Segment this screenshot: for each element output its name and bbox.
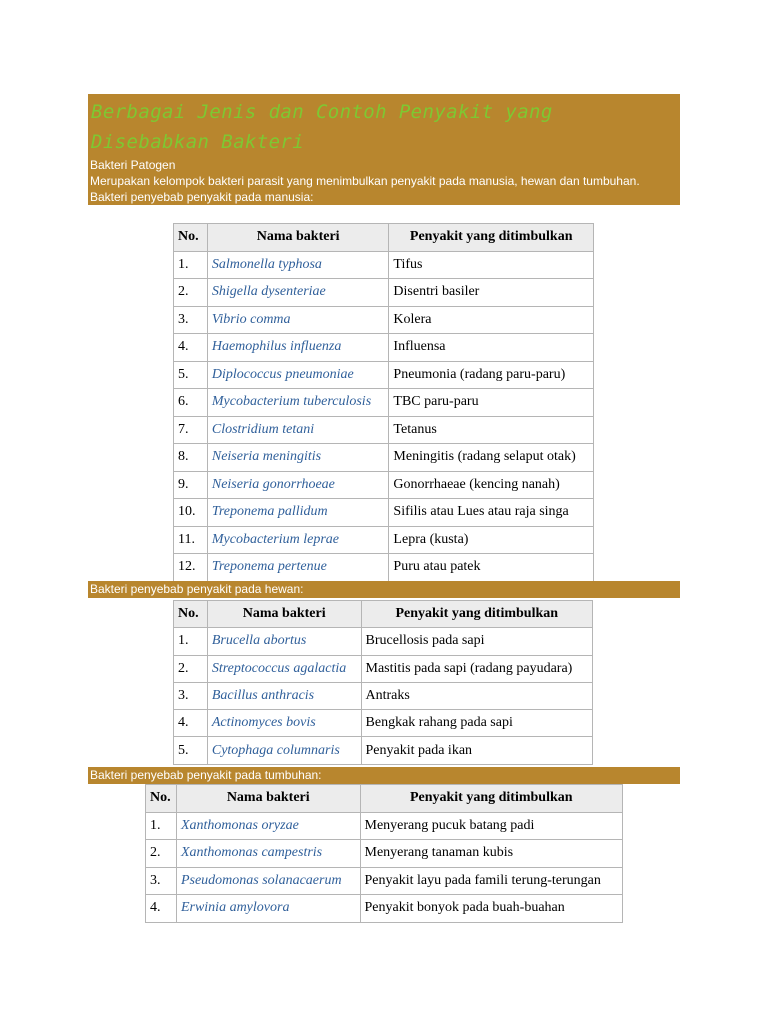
disease-name: Menyerang pucuk batang padi xyxy=(360,812,622,840)
disease-name: Puru atau patek xyxy=(389,554,594,582)
disease-name: Influensa xyxy=(389,334,594,362)
col-header-name: Nama bakteri xyxy=(207,224,389,252)
table-row xyxy=(146,895,623,923)
table-row xyxy=(174,737,593,764)
row-number: 1. xyxy=(174,628,208,655)
disease-name: Penyakit pada ikan xyxy=(361,737,592,764)
table-row xyxy=(174,444,594,472)
table-row xyxy=(174,710,593,737)
table-row xyxy=(174,526,594,554)
table-row xyxy=(174,334,594,362)
bacteria-name: Treponema pallidum xyxy=(207,499,389,527)
row-number: 4. xyxy=(174,334,208,362)
description: Merupakan kelompok bakteri parasit yang menimbulkan penyakit pada manusia, hewan dan tumbuhan. xyxy=(90,174,640,188)
table-row xyxy=(146,867,623,895)
table-row xyxy=(146,840,623,868)
disease-name: Tifus xyxy=(389,251,594,279)
bacteria-name: Salmonella typhosa xyxy=(207,251,389,279)
table-row xyxy=(174,554,594,582)
disease-name: Mastitis pada sapi (radang payudara) xyxy=(361,655,592,682)
disease-name: Bengkak rahang pada sapi xyxy=(361,710,592,737)
row-number: 12. xyxy=(174,554,208,582)
row-number: 5. xyxy=(174,737,208,764)
disease-name: Tetanus xyxy=(389,416,594,444)
table-manusia xyxy=(173,223,594,582)
bacteria-name: Diplococcus pneumoniae xyxy=(207,361,389,389)
row-number: 1. xyxy=(174,251,208,279)
table-header-row xyxy=(174,224,594,252)
disease-name: Penyakit bonyok pada buah-buahan xyxy=(360,895,622,923)
col-header-disease: Penyakit yang ditimbulkan xyxy=(360,785,622,813)
page-title: Berbagai Jenis dan Contoh Penyakit yang Disebabkan Bakteri xyxy=(91,101,553,153)
col-header-name: Nama bakteri xyxy=(176,785,360,813)
header-banner xyxy=(88,94,680,205)
row-number: 5. xyxy=(174,361,208,389)
disease-name: Lepra (kusta) xyxy=(389,526,594,554)
row-number: 4. xyxy=(174,710,208,737)
row-number: 3. xyxy=(146,867,177,895)
bacteria-name: Erwinia amylovora xyxy=(176,895,360,923)
disease-name: Penyakit layu pada famili terung-terungan xyxy=(360,867,622,895)
col-header-no: No. xyxy=(174,224,208,252)
bacteria-name: Treponema pertenue xyxy=(207,554,389,582)
row-number: 6. xyxy=(174,389,208,417)
section-bar-tumbuhan: Bakteri penyebab penyakit pada tumbuhan: xyxy=(88,767,680,784)
row-number: 3. xyxy=(174,682,208,709)
row-number: 2. xyxy=(174,279,208,307)
row-number: 11. xyxy=(174,526,208,554)
table-row xyxy=(146,812,623,840)
section-bar-hewan: Bakteri penyebab penyakit pada hewan: xyxy=(88,581,680,598)
table-row xyxy=(174,279,594,307)
table-row xyxy=(174,389,594,417)
disease-name: Meningitis (radang selaput otak) xyxy=(389,444,594,472)
bacteria-name: Xanthomonas oryzae xyxy=(176,812,360,840)
disease-name: Antraks xyxy=(361,682,592,709)
subtitle: Bakteri Patogen xyxy=(90,158,176,172)
bacteria-name: Mycobacterium leprae xyxy=(207,526,389,554)
bacteria-name: Xanthomonas campestris xyxy=(176,840,360,868)
table-row xyxy=(174,416,594,444)
row-number: 4. xyxy=(146,895,177,923)
bacteria-name: Neiseria gonorrhoeae xyxy=(207,471,389,499)
bacteria-name: Clostridium tetani xyxy=(207,416,389,444)
bacteria-name: Pseudomonas solanacaerum xyxy=(176,867,360,895)
bacteria-name: Shigella dysenteriae xyxy=(207,279,389,307)
table-row xyxy=(174,251,594,279)
disease-name: Disentri basiler xyxy=(389,279,594,307)
disease-name: Pneumonia (radang paru-paru) xyxy=(389,361,594,389)
row-number: 1. xyxy=(146,812,177,840)
table-row xyxy=(174,306,594,334)
table-row xyxy=(174,471,594,499)
row-number: 3. xyxy=(174,306,208,334)
table-header-row xyxy=(174,601,593,628)
bacteria-name: Brucella abortus xyxy=(207,628,361,655)
bacteria-name: Bacillus anthracis xyxy=(207,682,361,709)
col-header-no: No. xyxy=(174,601,208,628)
disease-name: Brucellosis pada sapi xyxy=(361,628,592,655)
bacteria-name: Streptococcus agalactia xyxy=(207,655,361,682)
row-number: 2. xyxy=(146,840,177,868)
table-row xyxy=(174,655,593,682)
col-header-disease: Penyakit yang ditimbulkan xyxy=(361,601,592,628)
disease-name: Kolera xyxy=(389,306,594,334)
row-number: 2. xyxy=(174,655,208,682)
bacteria-name: Haemophilus influenza xyxy=(207,334,389,362)
table-hewan xyxy=(173,600,593,765)
section-label-manusia: Bakteri penyebab penyakit pada manusia: xyxy=(90,190,314,204)
table-row xyxy=(174,628,593,655)
table-header-row xyxy=(146,785,623,813)
bacteria-name: Vibrio comma xyxy=(207,306,389,334)
bacteria-name: Mycobacterium tuberculosis xyxy=(207,389,389,417)
table-row xyxy=(174,682,593,709)
disease-name: Menyerang tanaman kubis xyxy=(360,840,622,868)
row-number: 8. xyxy=(174,444,208,472)
row-number: 9. xyxy=(174,471,208,499)
row-number: 10. xyxy=(174,499,208,527)
table-row xyxy=(174,499,594,527)
disease-name: TBC paru-paru xyxy=(389,389,594,417)
bacteria-name: Actinomyces bovis xyxy=(207,710,361,737)
table-row xyxy=(174,361,594,389)
bacteria-name: Neiseria meningitis xyxy=(207,444,389,472)
table-tumbuhan xyxy=(145,784,623,923)
col-header-disease: Penyakit yang ditimbulkan xyxy=(389,224,594,252)
row-number: 7. xyxy=(174,416,208,444)
bacteria-name: Cytophaga columnaris xyxy=(207,737,361,764)
disease-name: Sifilis atau Lues atau raja singa xyxy=(389,499,594,527)
col-header-no: No. xyxy=(146,785,177,813)
col-header-name: Nama bakteri xyxy=(207,601,361,628)
disease-name: Gonorrhaeae (kencing nanah) xyxy=(389,471,594,499)
